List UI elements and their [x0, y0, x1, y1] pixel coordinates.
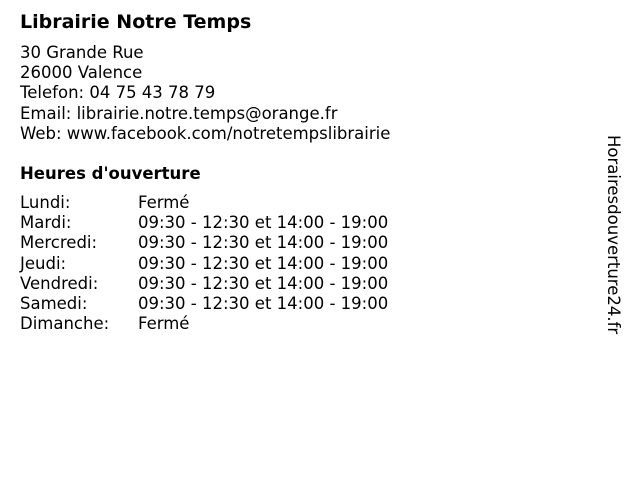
- hours-row-thursday: [20, 254, 388, 274]
- email-line: Email: librairie.notre.temps@orange.fr: [20, 103, 338, 123]
- time-value: 09:30 - 12:30 et 14:00 - 19:00: [138, 294, 389, 314]
- hours-table: [20, 193, 388, 334]
- time-value: Fermé: [138, 314, 190, 334]
- hours-row-sunday: [20, 314, 388, 334]
- web-line: Web: www.facebook.com/notretempslibrairie: [20, 123, 391, 143]
- time-value: 09:30 - 12:30 et 14:00 - 19:00: [138, 213, 389, 233]
- hours-row-friday: [20, 274, 388, 294]
- hours-row-tuesday: [20, 213, 388, 233]
- contact-block: [20, 43, 390, 144]
- hours-row-wednesday: [20, 233, 388, 253]
- day-label: Jeudi:: [20, 253, 67, 273]
- business-name: Librairie Notre Temps: [20, 11, 252, 33]
- city-line: 26000 Valence: [20, 63, 143, 83]
- street-address: 30 Grande Rue: [20, 43, 144, 62]
- time-value: Fermé: [138, 193, 190, 212]
- time-value: 09:30 - 12:30 et 14:00 - 19:00: [138, 253, 389, 273]
- day-label: Vendredi:: [20, 273, 99, 293]
- time-value: 09:30 - 12:30 et 14:00 - 19:00: [138, 233, 389, 253]
- day-label: Mercredi:: [20, 233, 98, 253]
- phone-line: Telefon: 04 75 43 78 79: [20, 83, 216, 103]
- hours-row-monday: [20, 193, 388, 213]
- time-value: 09:30 - 12:30 et 14:00 - 19:00: [138, 273, 389, 293]
- day-label: Samedi:: [20, 294, 88, 314]
- day-label: Mardi:: [20, 213, 72, 233]
- day-label: Lundi:: [20, 193, 71, 212]
- hours-row-saturday: [20, 294, 388, 314]
- day-label: Dimanche:: [20, 314, 110, 334]
- side-brand-watermark: Horairesdouverture24.fr: [604, 135, 623, 335]
- hours-heading: Heures d'ouverture: [20, 164, 201, 183]
